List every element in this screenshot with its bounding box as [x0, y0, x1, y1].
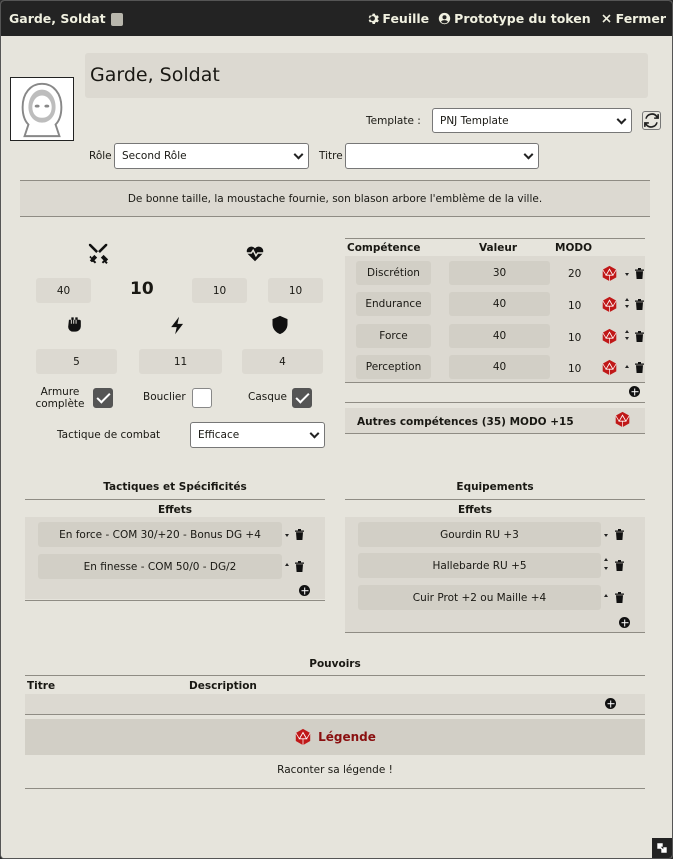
window-titlebar[interactable]: [1, 1, 673, 36]
move-up-icon[interactable]: [285, 563, 289, 566]
close-icon: [600, 12, 613, 25]
equipment-item[interactable]: Gourdin RU +3: [358, 522, 601, 547]
skill-value[interactable]: 30: [449, 261, 550, 285]
other-skills-label: Autres compétences (35) MODO +15: [357, 416, 574, 428]
powers-col-desc: Description: [189, 680, 257, 692]
shield-checkbox[interactable]: [192, 388, 212, 408]
sheet-body: [2, 36, 673, 859]
skill-modo[interactable]: 10: [568, 300, 582, 312]
role-select[interactable]: Second Rôle: [114, 143, 309, 169]
trash-icon[interactable]: [615, 529, 624, 540]
d20-icon[interactable]: [601, 265, 618, 282]
shield-label: Bouclier: [143, 391, 186, 403]
description[interactable]: De bonne taille, la moustache fournie, son blason arbore l'emblème de la ville.: [20, 180, 650, 217]
shield-icon: [270, 315, 290, 335]
full-armor-checkbox[interactable]: [93, 388, 113, 408]
equipment-header: Effets: [457, 504, 493, 516]
add-power-button[interactable]: [605, 698, 616, 709]
tactic-effect[interactable]: En force - COM 30/+20 - Bonus DG +4: [38, 522, 282, 547]
move-down-icon[interactable]: [625, 337, 629, 340]
legend-title: Légende: [318, 730, 376, 744]
tactics-header: Effets: [157, 504, 193, 516]
sheet-label: Feuille: [382, 11, 430, 26]
d20-icon[interactable]: [601, 328, 618, 345]
trash-icon[interactable]: [635, 299, 644, 310]
d20-icon[interactable]: [601, 296, 618, 313]
heartbeat-icon: [244, 242, 266, 264]
user-circle-icon: [438, 12, 451, 25]
equipment-title: Equipements: [456, 481, 534, 493]
skill-modo[interactable]: 20: [568, 268, 582, 280]
resize-icon: [652, 838, 672, 858]
character-name[interactable]: Garde, Soldat: [85, 53, 648, 98]
trash-icon[interactable]: [635, 362, 644, 373]
template-select[interactable]: PNJ Template: [432, 108, 632, 133]
fist-value[interactable]: 5: [36, 349, 117, 374]
move-up-icon[interactable]: [625, 330, 629, 333]
skill-header-value: Valeur: [479, 242, 518, 254]
add-equipment-button[interactable]: [619, 617, 630, 628]
powers-table-body: [25, 694, 645, 714]
bolt-value[interactable]: 11: [139, 349, 222, 374]
skill-header-modo: MODO: [555, 242, 593, 254]
legend-header: [25, 719, 645, 755]
powers-title: Pouvoirs: [309, 658, 361, 670]
titre-select[interactable]: [345, 143, 539, 169]
move-down-icon[interactable]: [285, 534, 289, 537]
legend-text[interactable]: Raconter sa légende !: [25, 755, 645, 789]
skill-header-name: Compétence: [347, 242, 421, 254]
attack-big-value[interactable]: 10: [130, 279, 154, 299]
skill-value[interactable]: 40: [449, 292, 550, 316]
skill-name[interactable]: Force: [356, 324, 431, 348]
d20-icon[interactable]: [294, 728, 312, 746]
hooded-figure-icon: [11, 78, 73, 140]
d20-icon[interactable]: [601, 359, 618, 376]
other-skills-row[interactable]: [345, 408, 645, 434]
trash-icon[interactable]: [295, 529, 304, 540]
move-up-icon[interactable]: [604, 594, 608, 597]
template-label: Template :: [366, 115, 421, 127]
trash-icon[interactable]: [615, 592, 624, 603]
tactic-label: Tactique de combat: [57, 429, 161, 441]
close-label: Fermer: [615, 11, 666, 26]
skill-name[interactable]: Discrétion: [356, 261, 431, 285]
refresh-button[interactable]: [642, 111, 661, 130]
gear-icon: [366, 12, 379, 25]
powers-col-title: Titre: [27, 680, 56, 692]
skill-value[interactable]: 40: [449, 355, 550, 379]
crossed-swords-icon: [88, 242, 110, 264]
journal-icon[interactable]: [111, 13, 123, 26]
add-skill-button[interactable]: [629, 386, 640, 397]
add-tactic-button[interactable]: [299, 585, 310, 596]
attack-value[interactable]: 40: [36, 278, 91, 303]
refresh-icon: [643, 112, 660, 129]
skill-name[interactable]: Perception: [356, 355, 431, 379]
skill-modo[interactable]: 10: [568, 363, 582, 375]
full-armor-label: Armure complète: [35, 386, 85, 410]
move-down-icon[interactable]: [604, 534, 608, 537]
lightning-icon: [168, 316, 187, 335]
prototype-token-label: Prototype du token: [454, 11, 591, 26]
move-up-icon[interactable]: [604, 558, 608, 561]
sheet-button[interactable]: [366, 11, 429, 26]
move-down-icon[interactable]: [625, 305, 629, 308]
equipment-item[interactable]: Hallebarde RU +5: [358, 553, 601, 578]
health-value[interactable]: 10: [192, 278, 247, 303]
fist-icon: [65, 315, 84, 334]
titre-label: Titre: [319, 150, 343, 162]
skill-value[interactable]: 40: [449, 324, 550, 348]
move-down-icon[interactable]: [625, 273, 629, 276]
tactic-effect[interactable]: En finesse - COM 50/0 - DG/2: [38, 554, 282, 579]
trash-icon[interactable]: [295, 561, 304, 572]
shield-value[interactable]: 4: [242, 349, 323, 374]
equipment-item[interactable]: Cuir Prot +2 ou Maille +4: [358, 585, 601, 610]
tactic-select[interactable]: Efficace: [190, 422, 325, 448]
portrait[interactable]: [10, 77, 74, 141]
skill-modo[interactable]: 10: [568, 332, 582, 344]
window-title: Garde, Soldat: [9, 11, 106, 26]
health-max-value[interactable]: 10: [268, 278, 323, 303]
resize-handle[interactable]: [652, 838, 672, 858]
helmet-checkbox[interactable]: [292, 388, 312, 408]
trash-icon[interactable]: [635, 331, 644, 342]
helmet-label: Casque: [248, 391, 288, 403]
move-down-icon[interactable]: [604, 567, 608, 570]
trash-icon[interactable]: [635, 268, 644, 279]
trash-icon[interactable]: [615, 560, 624, 571]
close-button[interactable]: [600, 11, 666, 26]
prototype-token-button[interactable]: [438, 11, 591, 26]
tactics-title: Tactiques et Spécificités: [103, 481, 247, 493]
move-up-icon[interactable]: [625, 298, 629, 301]
move-up-icon[interactable]: [625, 365, 629, 368]
role-label: Rôle: [89, 150, 112, 162]
d20-icon[interactable]: [614, 411, 631, 428]
skill-name[interactable]: Endurance: [356, 292, 431, 316]
